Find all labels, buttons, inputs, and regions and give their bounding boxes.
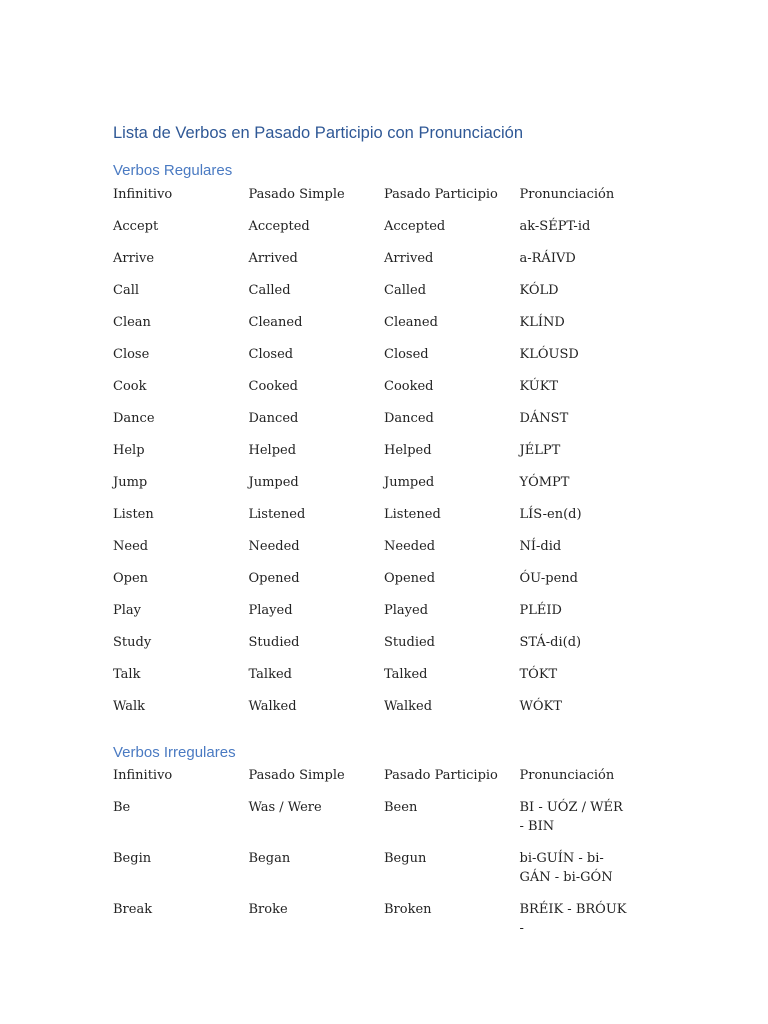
table-cell: Talk: [113, 667, 141, 682]
table-cell: YÓMPT: [519, 475, 570, 490]
table-cell: Talked: [384, 667, 428, 682]
table-row: [113, 377, 653, 409]
table-header-cell: Pronunciación: [519, 768, 615, 783]
table-cell: Jumped: [248, 475, 299, 490]
irregular-verbs-table: [113, 766, 653, 940]
table-header-cell: Pasado Participio: [384, 187, 498, 202]
table-cell: ÓU-pend: [519, 571, 578, 586]
table-cell: Cleaned: [384, 315, 438, 330]
table-cell: Listen: [113, 507, 154, 522]
table-cell: Begin: [113, 851, 152, 866]
table-cell: BRÉIK - BRÓUK -: [519, 902, 627, 936]
table-cell: Cleaned: [248, 315, 303, 330]
table-cell: JÉLPT: [519, 443, 561, 458]
table-header-cell: Pronunciación: [519, 187, 615, 202]
table-cell: Accept: [113, 219, 159, 234]
document-title: Lista de Verbos en Pasado Participio con Pronunciación: [113, 124, 524, 142]
table-header-cell: Infinitivo: [113, 187, 173, 202]
table-cell: Break: [113, 902, 153, 917]
table-cell: Talked: [248, 667, 292, 682]
table-header-row: [113, 185, 653, 217]
table-row: [113, 217, 653, 249]
table-cell: Listened: [248, 507, 306, 522]
table-cell: Began: [248, 851, 291, 866]
table-cell: KLÓUSD: [519, 347, 579, 362]
table-cell: Helped: [384, 443, 432, 458]
table-cell: Danced: [248, 411, 299, 426]
table-cell: Jumped: [384, 475, 435, 490]
table-cell: Arrived: [248, 251, 298, 266]
table-cell: a-RÁIVD: [519, 251, 576, 266]
table-cell: Help: [113, 443, 145, 458]
regular-verbs-table: [113, 185, 653, 729]
table-row: [113, 313, 653, 345]
table-cell: Cooked: [248, 379, 298, 394]
table-cell: Studied: [248, 635, 300, 650]
table-cell: Jump: [113, 475, 148, 490]
table-row: [113, 798, 653, 849]
table-cell: Accepted: [384, 219, 446, 234]
table-cell: Opened: [384, 571, 436, 586]
table-cell: DÁNST: [519, 411, 569, 426]
table-row: [113, 900, 653, 940]
table-cell: Study: [113, 635, 152, 650]
table-cell: Be: [113, 800, 131, 815]
table-cell: Opened: [248, 571, 300, 586]
table-cell: Was / Were: [248, 800, 322, 815]
table-cell: WÓKT: [519, 699, 562, 714]
table-cell: Danced: [384, 411, 434, 426]
table-cell: Open: [113, 571, 149, 586]
table-cell: Dance: [113, 411, 155, 426]
table-row: [113, 849, 653, 900]
table-header-row: [113, 766, 653, 798]
table-cell: Clean: [113, 315, 151, 330]
table-cell: Walked: [384, 699, 433, 714]
table-cell: bi-GUÍN - bi-GÁN - bi-GÓN: [519, 851, 613, 885]
table-cell: Called: [384, 283, 427, 298]
table-cell: Helped: [248, 443, 297, 458]
table-header-cell: Pasado Simple: [248, 768, 345, 783]
table-row: [113, 665, 653, 697]
table-row: [113, 281, 653, 313]
table-row: [113, 697, 653, 729]
table-row: [113, 537, 653, 569]
table-cell: NÍ-did: [519, 539, 562, 554]
section-heading-irregular: Verbos Irregulares: [113, 744, 236, 761]
table-cell: Been: [384, 800, 418, 815]
table-cell: PLÉID: [519, 603, 562, 618]
table-cell: Call: [113, 283, 140, 298]
table-row: [113, 249, 653, 281]
table-cell: Needed: [384, 539, 436, 554]
table-cell: KÓLD: [519, 283, 559, 298]
table-row: [113, 441, 653, 473]
table-cell: Cook: [113, 379, 147, 394]
table-cell: KÚKT: [519, 379, 559, 394]
table-cell: Called: [248, 283, 291, 298]
table-cell: TÓKT: [519, 667, 558, 682]
table-cell: ak-SÉPT-id: [519, 219, 591, 234]
table-cell: Studied: [384, 635, 435, 650]
table-cell: STÁ-di(d): [519, 635, 582, 650]
table-cell: Arrived: [384, 251, 434, 266]
table-row: [113, 633, 653, 665]
table-row: [113, 505, 653, 537]
table-row: [113, 569, 653, 601]
table-cell: Broken: [384, 902, 432, 917]
table-cell: Walk: [113, 699, 146, 714]
table-cell: Play: [113, 603, 141, 618]
table-cell: Walked: [248, 699, 297, 714]
table-cell: BI - UÓZ / WÉR - BIN: [519, 800, 623, 834]
table-cell: Close: [113, 347, 150, 362]
table-cell: Listened: [384, 507, 441, 522]
table-header-cell: Pasado Simple: [248, 187, 345, 202]
table-cell: Needed: [248, 539, 300, 554]
table-row: [113, 409, 653, 441]
table-cell: Begun: [384, 851, 427, 866]
table-cell: Arrive: [113, 251, 155, 266]
table-cell: Accepted: [248, 219, 310, 234]
table-cell: LÍS-en(d): [519, 507, 582, 522]
table-cell: Cooked: [384, 379, 434, 394]
table-row: [113, 345, 653, 377]
table-header-cell: Pasado Participio: [384, 768, 498, 783]
table-cell: Closed: [248, 347, 294, 362]
table-cell: KLÍND: [519, 315, 565, 330]
table-cell: Played: [248, 603, 293, 618]
table-row: [113, 601, 653, 633]
table-cell: Closed: [384, 347, 429, 362]
table-header-cell: Infinitivo: [113, 768, 173, 783]
section-heading-regular: Verbos Regulares: [113, 162, 233, 179]
table-row: [113, 473, 653, 505]
table-cell: Broke: [248, 902, 288, 917]
table-cell: Played: [384, 603, 429, 618]
table-cell: Need: [113, 539, 149, 554]
